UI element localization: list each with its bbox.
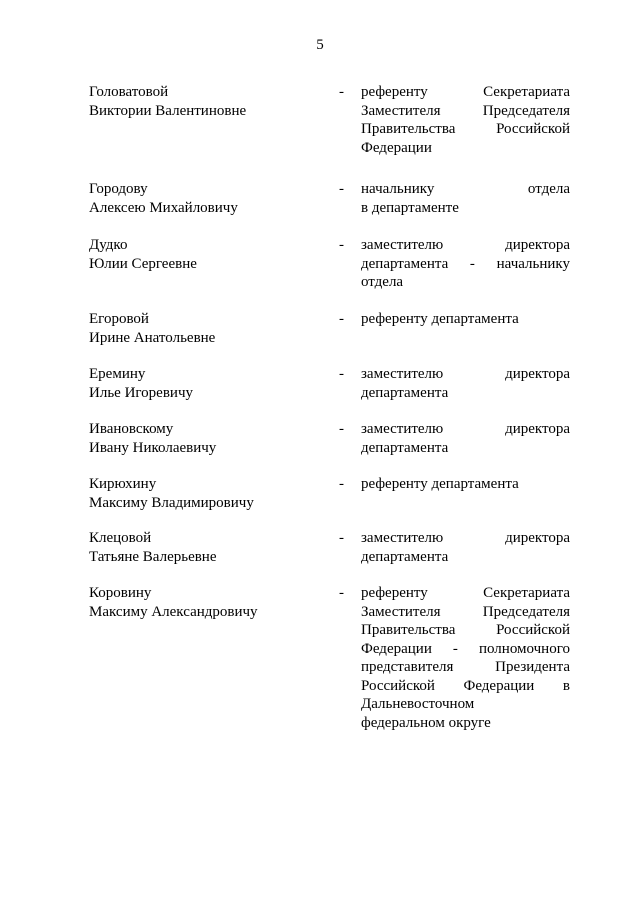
position-line: начальнику отдела — [361, 181, 570, 197]
position-line: департамента — [361, 439, 449, 456]
given-name: Илье Игоревичу — [89, 384, 193, 401]
position-line: референту Секретариата — [361, 585, 570, 601]
position-title — [361, 236, 570, 292]
dash-separator: - — [339, 476, 344, 492]
position-line: Федерации - полномочного — [361, 640, 570, 657]
given-name: Татьяне Валерьевне — [89, 548, 217, 565]
position-line: заместителю директора — [361, 366, 570, 382]
surname: Ивановскому — [89, 421, 174, 437]
position-line: Дальневосточном — [361, 696, 475, 712]
surname: Коровину — [89, 585, 152, 601]
position-title — [361, 529, 570, 566]
position-line: заместителю директора — [361, 530, 570, 546]
person-name — [89, 584, 329, 621]
given-name: Ирине Анатольевне — [89, 329, 216, 346]
position-line: федеральном округе — [361, 714, 491, 731]
position-line: в департаменте — [361, 199, 459, 216]
person-name — [89, 310, 329, 347]
surname: Кирюхину — [89, 476, 157, 492]
surname: Клецовой — [89, 530, 152, 546]
page-number: 5 — [316, 37, 324, 53]
position-line: отдела — [361, 274, 404, 290]
given-name: Максиму Александровичу — [89, 603, 258, 620]
dash-separator: - — [339, 366, 344, 382]
position-line: департамента — [361, 384, 449, 401]
dash-separator: - — [339, 421, 344, 437]
position-title — [361, 310, 570, 329]
surname: Еремину — [89, 366, 146, 382]
person-name — [89, 83, 329, 120]
position-line: референту департамента — [361, 311, 519, 327]
dash-separator: - — [339, 585, 344, 601]
position-line: Заместителя Председателя — [361, 102, 570, 119]
position-line: референту департамента — [361, 476, 519, 492]
dash-separator: - — [339, 84, 344, 100]
person-name — [89, 365, 329, 402]
person-name — [89, 180, 329, 217]
position-line: Правительства Российской — [361, 121, 570, 137]
position-title — [361, 584, 570, 732]
surname: Городову — [89, 181, 148, 197]
person-name — [89, 529, 329, 566]
position-title — [361, 420, 570, 457]
given-name: Алексею Михайловичу — [89, 199, 238, 216]
given-name: Максиму Владимировичу — [89, 494, 254, 511]
dash-separator: - — [339, 181, 344, 197]
position-title — [361, 475, 570, 494]
surname: Головатовой — [89, 84, 169, 100]
position-line: департамента — [361, 548, 449, 565]
person-name — [89, 420, 329, 457]
position-line: департамента - начальнику — [361, 255, 570, 272]
position-line: Заместителя Председателя — [361, 603, 570, 620]
position-line: Правительства Российской — [361, 622, 570, 638]
surname: Дудко — [89, 237, 128, 253]
position-line: Российской Федерации в — [361, 677, 570, 694]
position-line: Федерации — [361, 139, 432, 156]
position-line: референту Секретариата — [361, 84, 570, 100]
position-title — [361, 180, 570, 217]
position-title — [361, 365, 570, 402]
given-name: Виктории Валентиновне — [89, 102, 247, 119]
position-line: заместителю директора — [361, 421, 570, 437]
given-name: Ивану Николаевичу — [89, 439, 217, 456]
dash-separator: - — [339, 311, 344, 327]
position-line: представителя Президента — [361, 659, 570, 675]
dash-separator: - — [339, 530, 344, 546]
surname: Егоровой — [89, 311, 149, 327]
dash-separator: - — [339, 237, 344, 253]
person-name — [89, 236, 329, 273]
position-line: заместителю директора — [361, 237, 570, 253]
person-name — [89, 475, 329, 512]
position-title — [361, 83, 570, 157]
given-name: Юлии Сергеевне — [89, 255, 197, 272]
